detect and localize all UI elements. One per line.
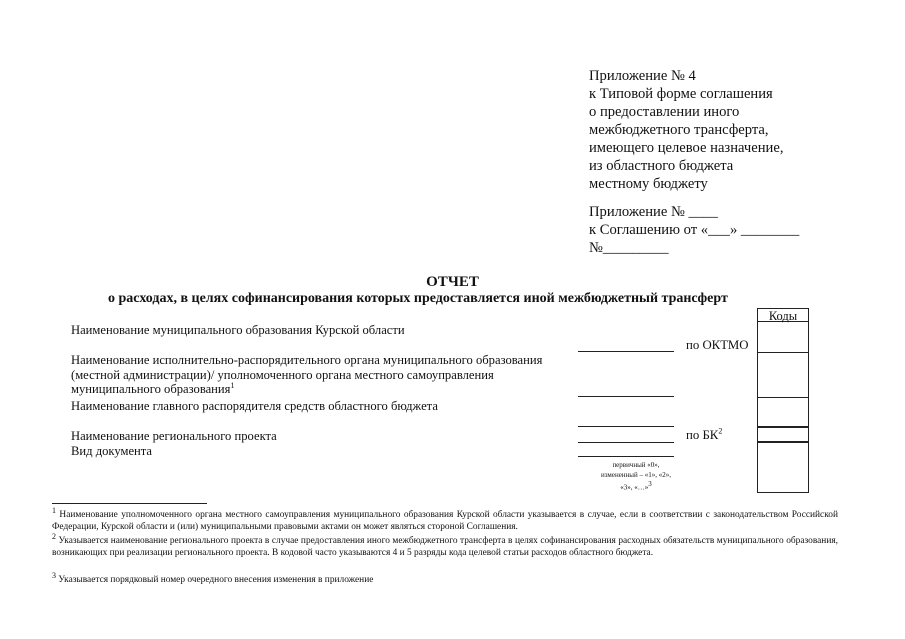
regional-project-label: Наименование регионального проекта <box>71 429 277 443</box>
agreement-line: к Соглашению от «___» ________ <box>589 222 800 238</box>
appendix-line: из областного бюджета <box>589 158 734 174</box>
doc-type-note <box>589 461 683 493</box>
executive-body-text: муниципального образования <box>71 382 231 396</box>
footnote-num: 3 <box>52 570 56 580</box>
footnote-text: Наименование уполномоченного органа местного самоуправления муниципального образования Курской области указывается в случае, если в соответствии с законодательством Российской Федерации, Курской области и (или) муниципальными правовыми актами он может являться стороной Соглашения. <box>52 510 838 532</box>
doc-type-note-line: первичный «0», <box>612 461 660 469</box>
footnote-text: Указывается порядковый номер очередного внесения изменения в приложение <box>58 575 374 585</box>
footnote-num: 2 <box>52 531 56 541</box>
executive-body-line: Наименование исполнительно-распорядительного органа муниципального образования <box>71 353 543 367</box>
footnote-3 <box>52 570 838 586</box>
doc-type-label: Вид документа <box>71 444 153 458</box>
footnote-ref: 2 <box>718 426 723 436</box>
appendix-line: Приложение № 4 <box>589 68 696 84</box>
appendix-header <box>589 67 783 193</box>
footnote-1 <box>52 505 838 533</box>
executive-body-label <box>71 353 542 397</box>
executive-body-line <box>71 382 542 397</box>
doc-type-note-text: «3», «…» <box>620 483 649 492</box>
regional-project-blank <box>578 442 674 443</box>
municipality-label: Наименование муниципального образования Курской области <box>71 323 405 337</box>
agreement-line: Приложение № ____ <box>589 204 718 220</box>
bk-text: по БК <box>686 428 719 442</box>
appendix-line: имеющего целевое назначение, <box>589 140 784 156</box>
appendix-line: к Типовой форме соглашения <box>589 86 773 102</box>
footnote-separator <box>52 503 207 504</box>
main-manager-blank <box>578 426 674 427</box>
doc-type-note-line <box>589 480 683 493</box>
footnote-2 <box>52 531 838 559</box>
doc-type-note-line: измененный – «1», «2», <box>601 470 671 479</box>
report-subtitle: о расходах, в целях софинансирования которых предоставляется иной межбюджетный трансферт <box>108 291 728 306</box>
agreement-reference <box>589 203 799 257</box>
executive-body-blank <box>578 396 674 397</box>
municipality-blank <box>578 351 674 352</box>
code-cell-main-manager <box>757 397 809 427</box>
report-title: ОТЧЕТ <box>426 274 479 290</box>
code-cell-municipality <box>757 322 809 353</box>
footnote-text: Указывается наименование регионального проекта в случае предоставления иного межбюджетного трансферта в целях софинансирования расходных обязательств муниципального образования, возникающих при реализации регионального проекта. В кодовой часто указываются 4 и 5 разряды кода целевой статьи расходов областного бюджета. <box>52 536 838 558</box>
code-cell-doc-type <box>757 442 809 493</box>
appendix-line: межбюджетного трансферта, <box>589 122 769 138</box>
codes-header: Коды <box>757 308 809 322</box>
appendix-line: о предоставлении иного <box>589 104 740 120</box>
footnote-num: 1 <box>52 505 56 515</box>
doc-type-blank <box>578 456 674 457</box>
bk-label <box>686 428 722 443</box>
agreement-line: №_________ <box>589 240 669 256</box>
main-manager-label: Наименование главного распорядителя средств областного бюджета <box>71 399 438 413</box>
code-cell-executive-body <box>757 353 809 398</box>
executive-body-line: (местной администрации)/ уполномоченного органа местного самоуправления <box>71 367 494 382</box>
code-cell-bk <box>757 427 809 442</box>
oktmo-label: по ОКТМО <box>686 338 749 352</box>
footnote-ref: 1 <box>230 380 235 390</box>
footnote-ref: 3 <box>648 480 652 488</box>
appendix-line: местному бюджету <box>589 176 708 192</box>
